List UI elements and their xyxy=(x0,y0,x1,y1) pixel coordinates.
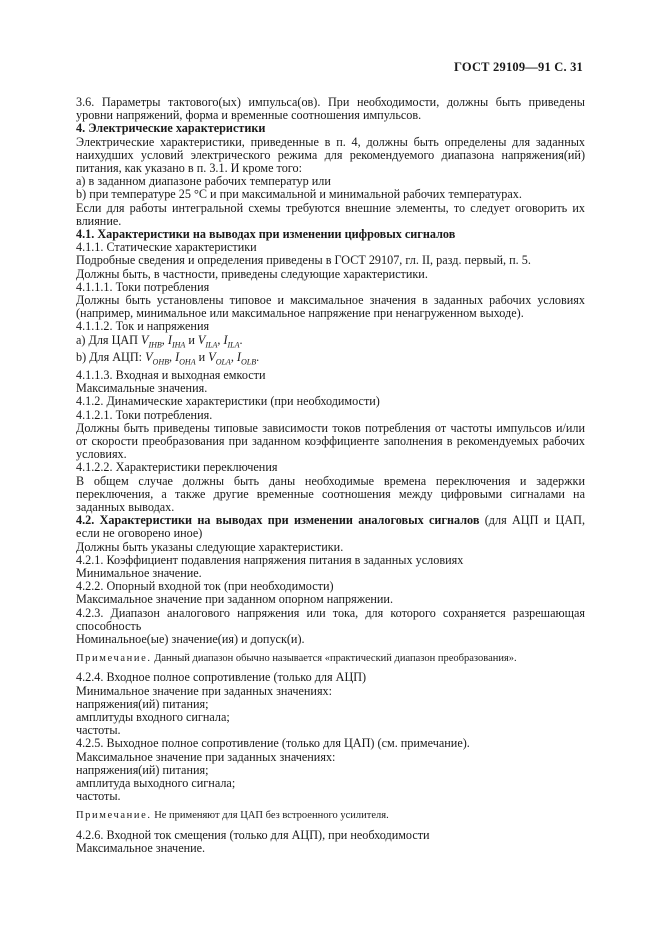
heading-4-1-2: 4.1.2. Динамические характеристики (при необходимости) xyxy=(76,394,380,409)
note-label: Примечание. xyxy=(76,810,152,822)
note-label: Примечание. xyxy=(76,653,152,665)
paragraph-3-6 xyxy=(76,96,585,122)
symbol-v-ohb: $V_{OHB}$ xyxy=(145,350,169,367)
heading-4-2-6: 4.2.6. Входной ток смещения (только для АЦП), при необходимости xyxy=(76,827,430,842)
section-heading-4-1: 4.1. Характеристики на выводах при изменении цифровых сигналов xyxy=(76,227,456,242)
paragraph-max-value-final: Максимальное значение. xyxy=(76,840,206,855)
list-line-input-amplitude: амплитуды входного сигнала; xyxy=(76,710,230,725)
symbol-i-oha: $I_{OHA}$ xyxy=(175,350,196,367)
paragraph-typical-dependencies: Должны быть приведены типовые зависимости токов потребления от частоты импульсов и/или от скорости преобразования при заданном коэффициенте заполнения в рекомендуемых рабочих условиях. xyxy=(76,420,585,462)
paragraph-characteristics: Должны быть, в частности, приведены следующие характеристики. xyxy=(76,266,428,281)
list-item-dac-symbols: a) Для ЦАП $V_{IHB}$, $I_{IHA}$ и $V_{ILA}$, $I_{ILA}$. xyxy=(76,332,243,350)
note-text: Данный диапазон обычно называется «практический диапазон преобразования». xyxy=(151,653,517,665)
heading-4-2-4: 4.2.4. Входное полное сопротивление (только для АЦП) xyxy=(76,670,367,685)
heading-4-2-5: 4.2.5. Выходное полное сопротивление (только для ЦАП) (см. примечание). xyxy=(76,736,470,751)
paragraph-text: 3.6. Параметры тактового(ых) импульса(ов). При необходимости, должны быть приведены уровни напряжений, форма и временные соотношения импульсов. xyxy=(76,95,585,123)
paragraph-supply-currents: Должны быть установлены типовое и максимальное значения в заданных рабочих условиях (например, минимальное или максимальное напряжение при ненагруженном выходе). xyxy=(76,293,585,321)
heading-4-1-1-1: 4.1.1.1. Токи потребления xyxy=(76,279,210,294)
symbol-v-ola: $V_{OLA}$ xyxy=(208,350,231,367)
section-heading-4-2-rest: (для АЦП и ЦАП, если не оговорено иное) xyxy=(76,513,586,541)
paragraph-external-elements: Если для работы интегральной схемы требуются внешние элементы, то следует оговорить их влияние. xyxy=(76,200,585,228)
paragraph-switching: В общем случае должны быть даны необходимые времена переключения и задержки переключения, а также другие временные соотношения между цифровыми сигналами на заданных выводах. xyxy=(76,473,585,514)
page-header: ГОСТ 29109—91 С. 31 xyxy=(454,60,583,74)
heading-4-1-1-3: 4.1.1.3. Входная и выходная емкости xyxy=(76,367,266,382)
paragraph-4-intro: Электрические характеристики, приведенные в п. 4, должны быть определены для заданных наихудших условий электрического режима для рекомендуемого диапазона напряжения(ий) питания, как указано в п. 3.1. И кроме того: xyxy=(76,134,585,176)
list-item-b: b) при температуре 25 °С и при максимальной и минимальной рабочих температурах. xyxy=(76,187,522,202)
symbol-v-ila: $V_{ILA}$ xyxy=(197,332,218,350)
dac-label: a) Для ЦАП xyxy=(76,332,142,347)
heading-4-1-2-2: 4.1.2.2. Характеристики переключения xyxy=(76,460,278,475)
symbol-i-ila: $I_{ILA}$ xyxy=(223,332,240,350)
symbol-i-iha: $I_{IHA}$ xyxy=(167,332,186,350)
section-heading-4-2 xyxy=(76,514,585,540)
note-1 xyxy=(76,652,585,665)
list-line-supply-voltage: напряжения(ий) питания; xyxy=(76,696,209,711)
heading-4-1-1: 4.1.1. Статические характеристики xyxy=(76,240,257,255)
paragraph-max-given: Максимальное значение при заданных значениях: xyxy=(76,749,336,764)
list-line-frequency-2: частоты. xyxy=(76,789,121,804)
section-heading-4: 4. Электрические характеристики xyxy=(76,121,266,136)
paragraph-min-value: Минимальное значение. xyxy=(76,565,202,580)
list-line-supply-voltage-2: напряжения(ий) питания; xyxy=(76,762,209,777)
heading-4-1-2-1: 4.1.2.1. Токи потребления. xyxy=(76,407,213,422)
paragraph-min-given: Минимальное значение при заданных значениях: xyxy=(76,683,333,698)
list-item-adc-symbols: b) Для АЦП: $V_{OHB}$, $I_{OHA}$ и $V_{OLA}$, $I_{OLB}$. xyxy=(76,350,260,367)
symbol-v-ihb: $V_{IHB}$ xyxy=(141,332,162,350)
note-2 xyxy=(76,809,585,822)
document-body xyxy=(76,96,585,855)
note-text: Не применяют для ЦАП без встроенного усилителя. xyxy=(151,810,389,822)
section-heading-4-2-bold: 4.2. Характеристики на выводах при изменении аналоговых сигналов xyxy=(76,513,480,528)
paragraph-following-characteristics: Должны быть указаны следующие характеристики. xyxy=(76,539,344,554)
adc-label: b) Для АЦП: xyxy=(76,350,146,365)
symbol-i-olb: $I_{OLB}$ xyxy=(236,350,257,367)
list-line-output-amplitude: амплитуда выходного сигнала; xyxy=(76,776,236,791)
heading-4-2-1: 4.2.1. Коэффициент подавления напряжения питания в заданных условиях xyxy=(76,552,464,567)
paragraph-details: Подробные сведения и определения приведены в ГОСТ 29107, гл. II, разд. первый, п. 5. xyxy=(76,253,531,268)
paragraph-max-ref-voltage: Максимальное значение при заданном опорном напряжении. xyxy=(76,592,394,607)
heading-4-1-1-2: 4.1.1.2. Ток и напряжения xyxy=(76,319,210,334)
paragraph-max-values: Максимальные значения. xyxy=(76,381,208,396)
list-line-frequency: частоты. xyxy=(76,723,121,738)
heading-4-2-2: 4.2.2. Опорный входной ток (при необходимости) xyxy=(76,579,334,594)
heading-4-2-3: 4.2.3. Диапазон аналогового напряжения или тока, для которого сохраняется разрешающая способность xyxy=(76,605,585,633)
paragraph-nominal-values: Номинальное(ые) значение(ия) и допуск(и). xyxy=(76,632,305,646)
list-item-a: a) в заданном диапазоне рабочих температур или xyxy=(76,174,331,189)
